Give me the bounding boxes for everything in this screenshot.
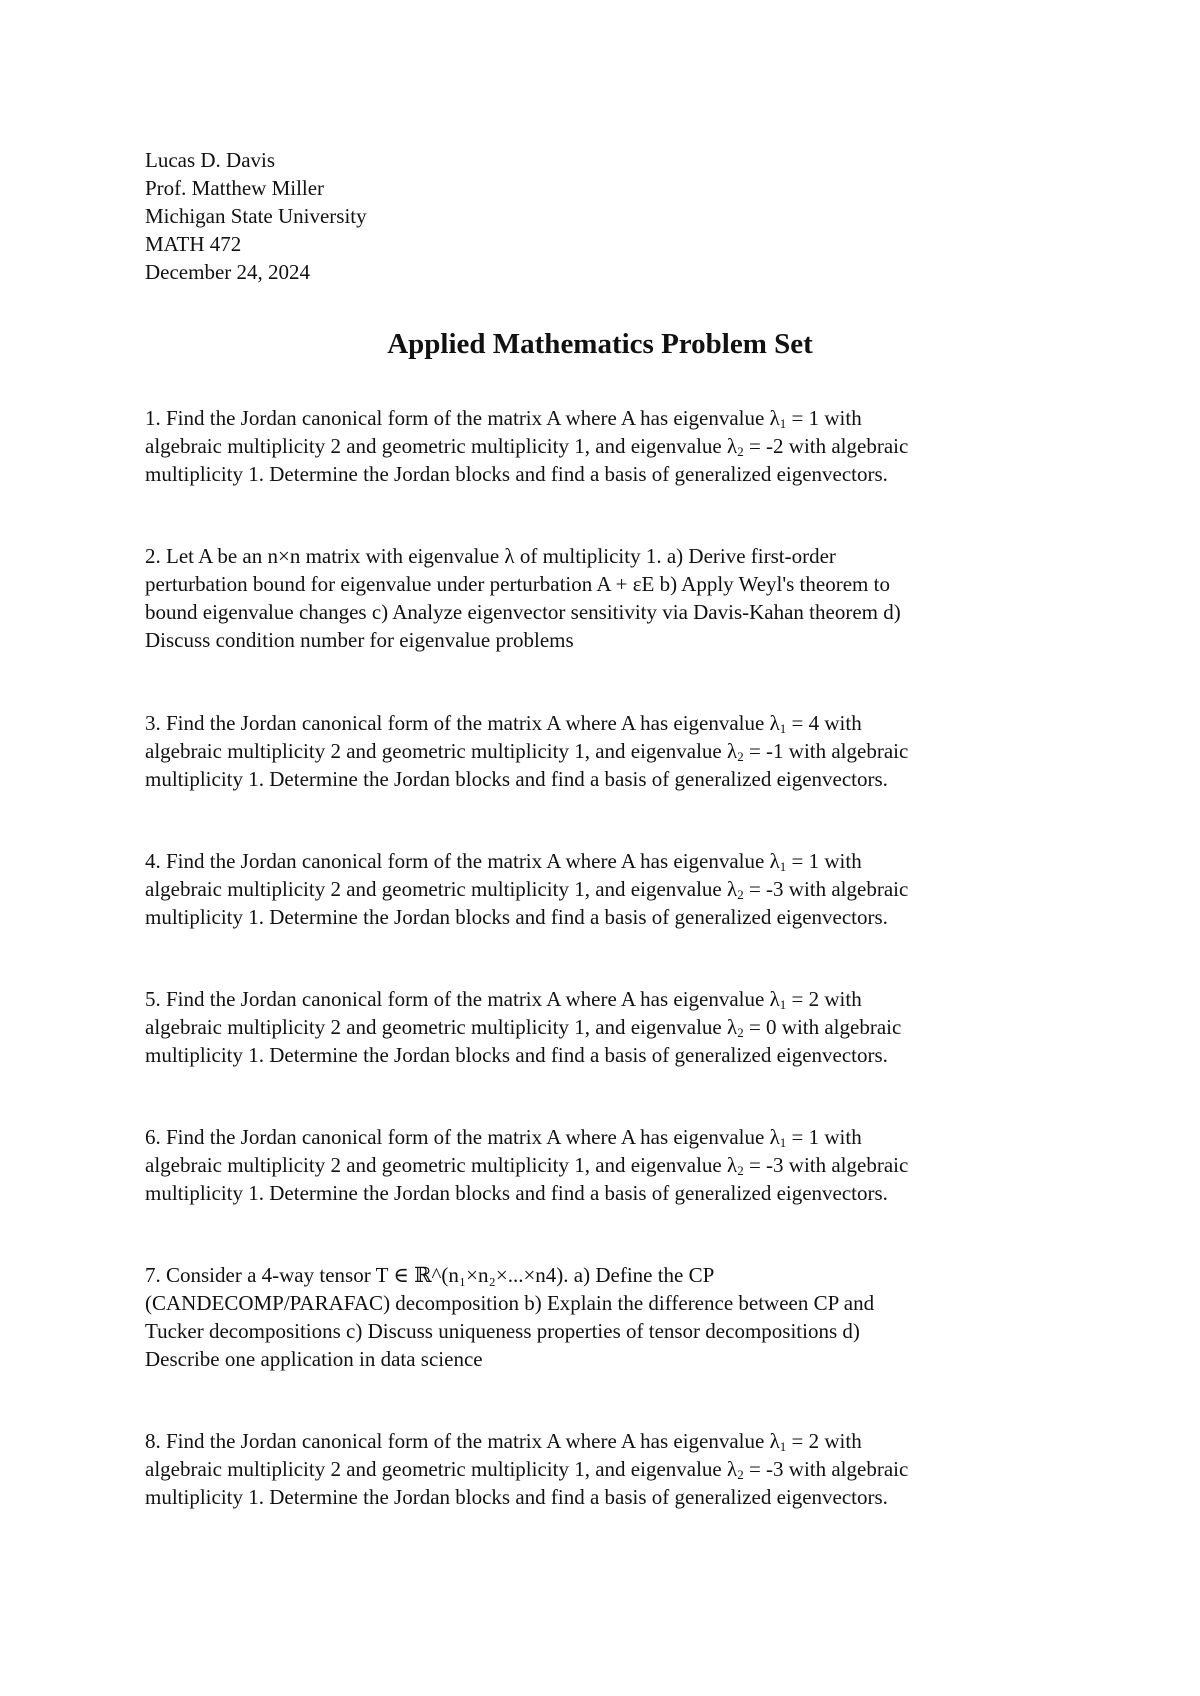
problem-text: Describe one application in data science [145,1347,483,1371]
problem-text: (CANDECOMP/PARAFAC) decomposition b) Explain the difference between CP and [145,1291,875,1315]
problem-text: Tucker decompositions c) Discuss uniqueness properties of tensor decompositions d) [145,1319,860,1343]
problem-text: multiplicity 1. Determine the Jordan blocks and find a basis of generalized eigenvectors. [145,1043,888,1067]
problem-text-continued: = -1 with algebraic [743,739,909,763]
problem-text: 2. Let A be an n×n matrix with eigenvalue λ of multiplicity 1. a) Derive first-order [145,544,836,568]
problem-text: multiplicity 1. Determine the Jordan blocks and find a basis of generalized eigenvectors. [145,905,888,929]
problem-text: algebraic multiplicity 2 and geometric multiplicity 1, and eigenvalue λ [145,877,738,901]
problem-text: multiplicity 1. Determine the Jordan blocks and find a basis of generalized eigenvectors. [145,462,888,486]
problem-item [145,542,1045,654]
problem-text: algebraic multiplicity 2 and geometric multiplicity 1, and eigenvalue λ [145,1015,738,1039]
problem-line [145,903,1045,931]
problem-line [145,847,1045,875]
problem-line [145,1317,1045,1345]
problem-text-continued: = 4 with [786,711,862,735]
problem-line [145,1179,1045,1207]
problem-line [145,1345,1045,1373]
problem-list [145,404,1045,1565]
problem-line [145,1427,1045,1455]
problem-text-continued: = -3 with algebraic [743,1457,909,1481]
problem-text-continued: = 1 with [786,849,862,873]
problem-line [145,1483,1045,1511]
problem-item [145,1427,1045,1511]
page-title: Applied Mathematics Problem Set [387,328,813,360]
eigenvalue-subscript: 2 [737,749,744,764]
problem-line [145,709,1045,737]
problem-text: algebraic multiplicity 2 and geometric multiplicity 1, and eigenvalue λ [145,739,738,763]
problem-line [145,1289,1045,1317]
course-code: MATH 472 [145,232,242,256]
problem-line [145,1455,1045,1483]
eigenvalue-subscript: 1 [779,997,787,1012]
problem-text: Discuss condition number for eigenvalue problems [145,628,574,652]
problem-text: multiplicity 1. Determine the Jordan blocks and find a basis of generalized eigenvectors. [145,767,888,791]
problem-text-continued: = 1 with [786,406,862,430]
problem-line [145,626,1045,654]
eigenvalue-subscript: 2 [737,1163,744,1178]
problem-text-continued: = -3 with algebraic [743,877,909,901]
eigenvalue-subscript: 1 [779,1439,787,1454]
problem-text: 5. Find the Jordan canonical form of the matrix A where A has eigenvalue λ [145,987,780,1011]
problem-text-continued: = -3 with algebraic [743,1153,909,1177]
problem-text-continued: = 1 with [786,1125,862,1149]
student-name: Lucas D. Davis [145,148,276,172]
eigenvalue-subscript: 1 [779,721,787,736]
professor-name: Prof. Matthew Miller [145,176,325,200]
eigenvalue-subscript: 2 [737,1025,744,1040]
problem-line [145,542,1045,570]
problem-text: algebraic multiplicity 2 and geometric multiplicity 1, and eigenvalue λ [145,434,738,458]
problem-text: perturbation bound for eigenvalue under perturbation A + εE b) Apply Weyl's theorem to [145,572,890,596]
problem-line [145,598,1045,626]
problem-line [145,765,1045,793]
eigenvalue-subscript: 1 [779,859,787,874]
problem-text: 3. Find the Jordan canonical form of the matrix A where A has eigenvalue λ [145,711,780,735]
problem-text: bound eigenvalue changes c) Analyze eigenvector sensitivity via Davis-Kahan theorem d) [145,600,901,624]
problem-line [145,1041,1045,1069]
problem-text: 8. Find the Jordan canonical form of the matrix A where A has eigenvalue λ [145,1429,780,1453]
eigenvalue-subscript: 2 [737,444,744,459]
problem-text: 4. Find the Jordan canonical form of the matrix A where A has eigenvalue λ [145,849,780,873]
problem-item [145,1261,1045,1373]
problem-text: 1. Find the Jordan canonical form of the matrix A where A has eigenvalue λ [145,406,780,430]
problem-line [145,460,1045,488]
problem-line [145,1123,1045,1151]
problem-line [145,570,1045,598]
problem-line [145,1013,1045,1041]
problem-text: multiplicity 1. Determine the Jordan blocks and find a basis of generalized eigenvectors. [145,1485,888,1509]
document-header [145,146,367,286]
problem-text-continued: = -2 with algebraic [743,434,909,458]
problem-item [145,709,1045,793]
problem-line [145,404,1045,432]
problem-line [145,1151,1045,1179]
problem-text: 6. Find the Jordan canonical form of the matrix A where A has eigenvalue λ [145,1125,780,1149]
eigenvalue-subscript: 2 [737,887,744,902]
problem-line [145,985,1045,1013]
problem-text: algebraic multiplicity 2 and geometric multiplicity 1, and eigenvalue λ [145,1457,738,1481]
problem-text-continued: = 2 with [786,1429,862,1453]
problem-text-continued: = 0 with algebraic [743,1015,902,1039]
eigenvalue-subscript: 2 [737,1467,744,1482]
problem-item [145,404,1045,488]
eigenvalue-subscript: 1 [779,1135,787,1150]
problem-item [145,847,1045,931]
problem-item [145,985,1045,1069]
university-name: Michigan State University [145,204,367,228]
problem-text-continued: = 2 with [786,987,862,1011]
problem-text: algebraic multiplicity 2 and geometric multiplicity 1, and eigenvalue λ [145,1153,738,1177]
problem-text: 7. Consider a 4-way tensor T ∈ ℝ^(n₁×n₂×...×n4). a) Define the CP [145,1263,715,1287]
problem-line [145,432,1045,460]
problem-line [145,737,1045,765]
document-date: December 24, 2024 [145,260,311,284]
problem-line [145,1261,1045,1289]
eigenvalue-subscript: 1 [779,416,787,431]
problem-item [145,1123,1045,1207]
problem-line [145,875,1045,903]
problem-text: multiplicity 1. Determine the Jordan blocks and find a basis of generalized eigenvectors. [145,1181,888,1205]
